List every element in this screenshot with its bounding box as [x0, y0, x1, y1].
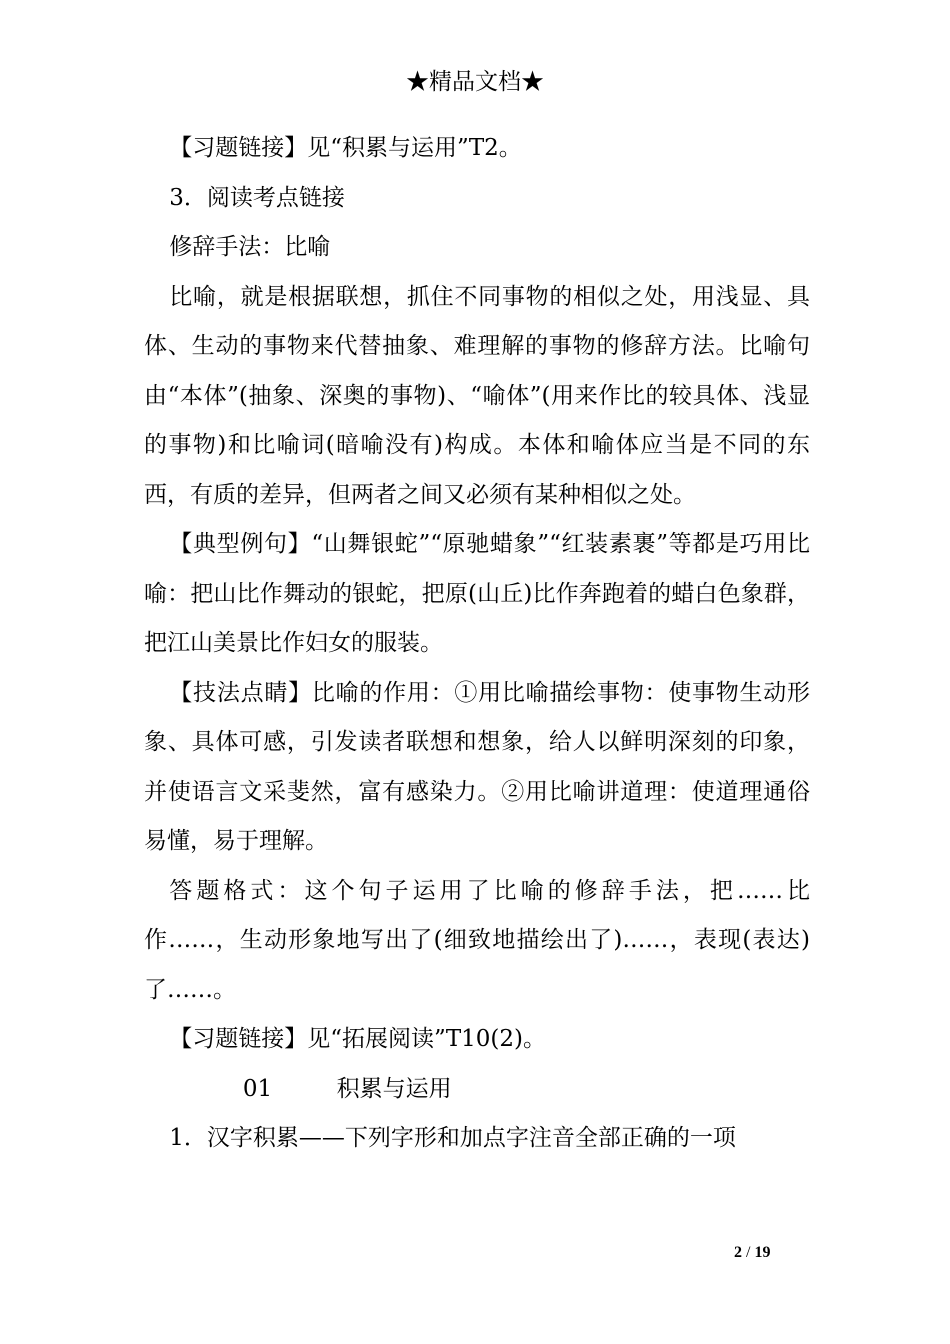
page-header	[0, 64, 950, 100]
section-heading	[144, 1065, 810, 1115]
paragraph-metaphor-definition: 比喻，就是根据联想，抓住不同事物的相似之处，用浅显、具体、生动的事物来代替抽象、难理解的事物的修辞方法。比喻句由“本体”(抽象、深奥的事物)、“喻体”(用来作比的较具体、浅显的事物)和比喻词(暗喻没有)构成。本体和喻体应当是不同的东西，有质的差异，但两者之间又必须有某种相似之处。	[144, 283, 810, 508]
paragraph-exercise-link-1: 【习题链接】见“积累与运用”T2。	[169, 135, 522, 161]
paragraph-technique-tips: 【技法点睛】比喻的作用：①用比喻描绘事物：使事物生动形象、具体可感，引发读者联想和想象，给人以鲜明深刻的印象，并使语言文采斐然，富有感染力。②用比喻讲道理：使道理通俗易懂，易于理解。	[144, 679, 810, 854]
header-title: ★精品文档★	[406, 69, 544, 95]
paragraph-reading-heading: 3．阅读考点链接	[169, 184, 345, 211]
paragraph-typical-examples: 【典型例句】“山舞银蛇”“原驰蜡象”“红装素裹”等都是巧用比喻：把山比作舞动的银蛇，把原(山丘)比作奔跑着的蜡白色象群，把江山美景比作妇女的服装。	[144, 531, 810, 656]
paragraph-answer-format: 答题格式：这个句子运用了比喻的修辞手法，把……比作……，生动形象地写出了(细致地描绘出了)……，表现(表达)了……。	[144, 877, 810, 1003]
paragraph-rhetoric-heading: 修辞手法：比喻	[169, 234, 331, 260]
page-separator: /	[746, 1244, 751, 1261]
document-body	[144, 124, 810, 1164]
page-number	[734, 1241, 770, 1265]
section-title: 积累与运用	[336, 1075, 452, 1102]
question-1: 1．汉字积累——下列字形和加点字注音全部正确的一项	[169, 1125, 736, 1151]
paragraph-exercise-link-2: 【习题链接】见“拓展阅读”T10(2)。	[169, 1026, 547, 1052]
total-pages: 19	[754, 1244, 771, 1261]
current-page: 2	[734, 1244, 742, 1261]
section-number: 01	[242, 1075, 273, 1102]
